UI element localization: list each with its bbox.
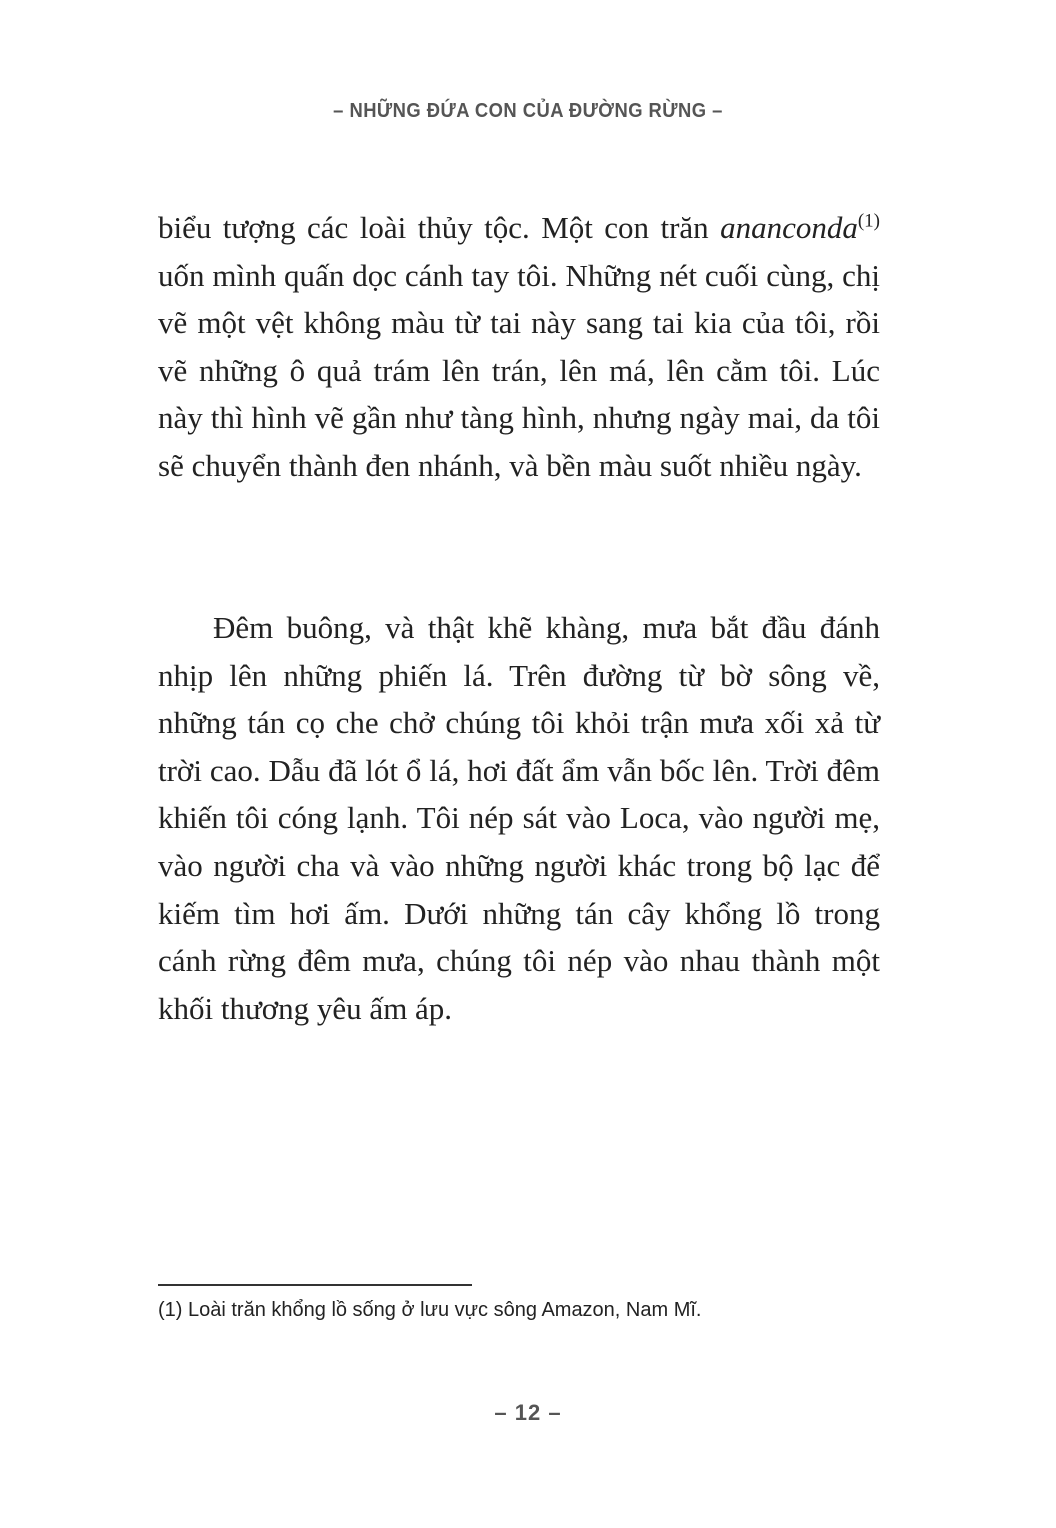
running-header: – NHỮNG ĐỨA CON CỦA ĐƯỜNG RỪNG – (333, 100, 723, 122)
body-paragraph-2: Đêm buông, và thật khẽ khàng, mưa bắt đầu đánh nhịp lên những phiến lá. Trên đường từ bờ sông về, những tán cọ che chở chúng tôi khỏi trận mưa xối xả từ trời cao. Dẫu đã lót ổ lá, hơi đất ẩm vẫn bốc lên. Trời đêm khiến tôi cóng lạnh. Tôi nép sát vào Loca, vào người mẹ, vào người cha và vào những người khác trong bộ lạc để kiếm tìm hơi ấm. Dưới những tán cây khổng lồ trong cánh rừng đêm mưa, chúng tôi nép vào nhau thành một khối thương yêu ấm áp. (158, 610, 880, 1026)
italic-term: ananconda (720, 210, 858, 245)
body-paragraph-1 (158, 204, 880, 490)
footnote-reference: (1) (857, 210, 880, 232)
footnote-divider (158, 1284, 472, 1286)
page-number: – 12 – (494, 1400, 562, 1425)
footnote-text: (1) Loài trăn khổng lồ sống ở lưu vực sông Amazon, Nam Mĩ. (158, 1299, 702, 1321)
paragraph-1-text-rest: uốn mình quấn dọc cánh tay tôi. Những nét cuối cùng, chị vẽ một vệt không màu từ tai này sang tai kia của tôi, rồi vẽ những ô quả trám lên trán, lên má, lên cằm tôi. Lúc này thì hình vẽ gần như tàng hình, nhưng ngày mai, da tôi sẽ chuyển thành đen nhánh, và bền màu suốt nhiều ngày. (158, 257, 880, 483)
paragraph-1-text-start: biểu tượng các loài thủy tộc. Một con trăn (158, 210, 721, 245)
